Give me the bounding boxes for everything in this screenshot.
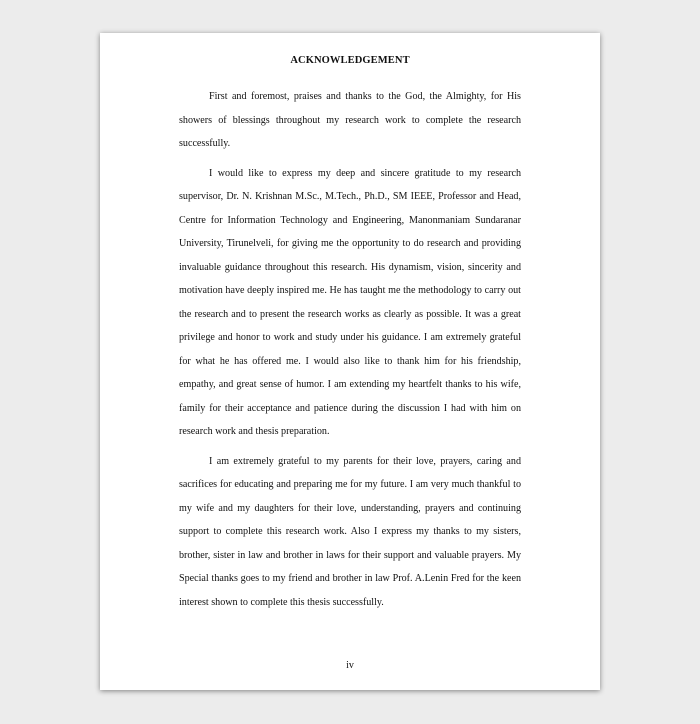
paragraph-supervisor: I would like to express my deep and sincere gratitude to my research supervisor, Dr. N. Krishnan M.Sc., M.Tech., Ph.D., SM IEEE, Professor and Head, Centre for Information Technology and Engineering, Manonmaniam Sundaranar University, Tirunelveli, for giving me the opportunity to do research and providing invaluable guidance throughout this research. His dynamism, vision, sincerity and motivation have deeply inspired me. He has taught me the methodology to carry out the research and to present the research works as clearly as possible. It was a great privilege and honor to work and study under his guidance. I am extremely grateful for what he has offered me. I would also like to thank him for his friendship, empathy, and great sense of humor. I am extending my heartfelt thanks to his wife, family for their acceptance and patience during the discussion I had with him on research work and thesis preparation. (179, 167, 521, 437)
paragraph-praise: First and foremost, praises and thanks to the God, the Almighty, for His showers of blessings throughout my research work to complete the research successfully. (179, 91, 521, 149)
page-title: ACKNOWLEDGEMENT (290, 55, 410, 66)
paragraph-family: I am extremely grateful to my parents for their love, prayers, caring and sacrifices for educating and preparing me for my future. I am very much thankful to my wife and my daughters for their love, understanding, prayers and continuing support to complete this research work. Also I express my thanks to my sisters, brother, sister in law and brother in laws for their support and valuable prayers. My Special thanks goes to my friend and brother in law Prof. A.Lenin Fred for the keen interest shown to complete this thesis successfully. (179, 455, 521, 608)
document-body (179, 85, 521, 620)
page-number: iv (346, 660, 354, 671)
document-page (100, 33, 600, 690)
